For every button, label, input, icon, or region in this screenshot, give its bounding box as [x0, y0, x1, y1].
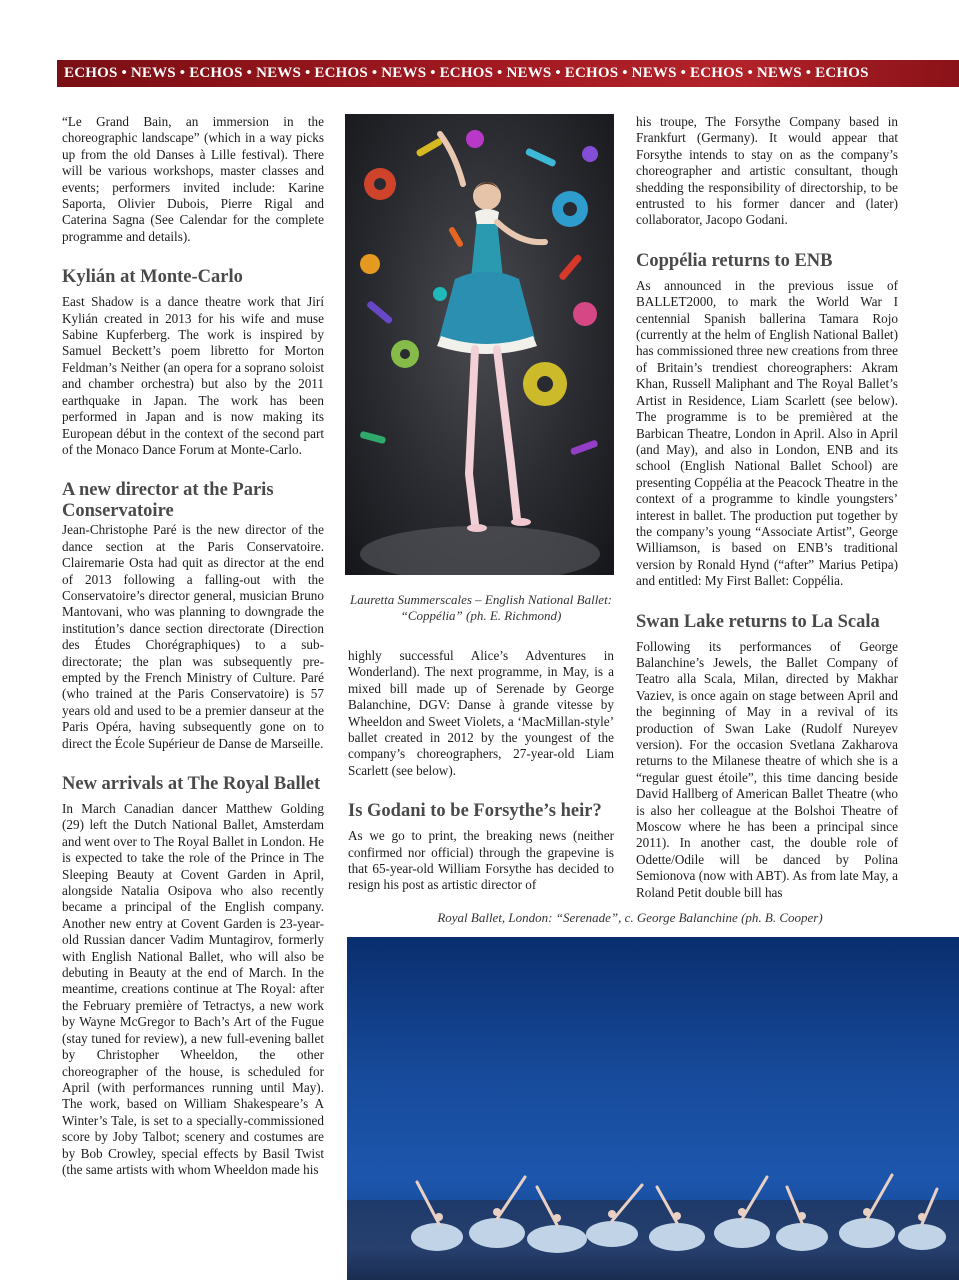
photo-serenade	[347, 937, 959, 1280]
column-middle	[348, 648, 614, 894]
intro-paragraph: “Le Grand Bain, an immersion in the choreographic landscape” (which in a way picks up from the old Danses à Lille festival). There will be various workshops, master classes and events; performers invited include: Karine Saporta, Olivier Dubois, Pierre Rigal and Caterina Sagna (See Calendar for the complete programme and details).	[62, 114, 324, 244]
paragraph-swan-lake: Following its performances of George Balanchine’s Jewels, the Ballet Company of Teatro alla Scala, Milan, directed by Makhar Vaziev, is once again on stage between April and the beginning of May in a revival of its production of Swan Lake (Rudolf Nureyev version). For the occasion Svetlana Zakharova returns to the Milanese theatre of which she is a “regular guest étoile”, this time dancing beside David Hallberg of American Ballet Theatre (who is also her colleague at the Bolshoi Theatre of Moscow where he has been a principal since 2011). In another cast, the double role of Odette/Odile will be danced by Polina Semionova (now with ABT). As from late May, a Roland Petit double bill has	[636, 638, 898, 900]
heading-godani: Is Godani to be Forsythe’s heir?	[348, 801, 602, 822]
heading-paris-conservatoire: A new director at the Paris Conservatoire	[62, 480, 274, 522]
paragraph-royal-ballet-cont: highly successful Alice’s Adventures in Wonderland). The next programme, in May, is a mixed bill made up of Serenade by George Balanchine, DGV: Danse à grande vitesse by Wheeldon and Sweet Violets, a ‘MacMillan-style’ ballet created in 2012 by the youngest of the company’s choreographers, 27-year-old Liam Scarlett (see below).	[348, 648, 614, 778]
section-banner: ECHOS • NEWS • ECHOS • NEWS • ECHOS • NEWS • ECHOS • NEWS • ECHOS • NEWS • ECHOS • NEWS • ECHOS	[57, 60, 959, 87]
paragraph-godani: As we go to print, the breaking news (neither confirmed nor official) through the grapevine is that 65-year-old William Forsythe has decided to resign his post as artistic director of	[348, 828, 614, 893]
paragraph-royal-ballet: In March Canadian dancer Matthew Golding (29) left the Dutch National Ballet, Amsterdam and went over to The Royal Ballet in London. He is expected to take the role of the Prince in The Sleeping Beauty at Covent Garden in April, alongside Natalia Osipova who also recently became a principal of the English company. Another new entry at Covent Garden is 23-year-old Russian dancer Vadim Muntagirov, formerly with English National Ballet, who will also be debuting in Beauty at the end of March. In the meantime, creations continue at The Royal: after the February première of Tetractys, a new work by Wayne McGregor to Bach’s Art of the Fugue (stay tuned for review), a new full-evening ballet by Christopher Wheeldon, the other choreographer of the house, is scheduled for April (with performances running until May). The work, based on William Shakespeare’s A Winter’s Tale, is set to a specially-commissioned score by Joby Talbot; scenery and costumes are by Bob Crowley, special effects by Basil Twist (the same artists with whom Wheeldon made his	[62, 801, 324, 1177]
heading-coppelia-enb: Coppélia returns to ENB	[636, 250, 833, 271]
caption-coppelia-photo: Lauretta Summerscales – English National Ballet: “Coppélia” (ph. E. Richmond)	[349, 592, 613, 623]
paragraph-paris-conservatoire: Jean-Christophe Paré is the new director of the dance section at the Paris Conservatoire. Clairemarie Osta had quit as director at the end of 2013 following a falling-out with the Conservatoire’s director general, musician Bruno Mantovani, who was planning to downgrade the institution’s dance section directorate (Direction des Études Chorégraphiques) to a sub-directorate; the plan was subsequently pre-empted by the French Ministry of Culture. Paré (who trained at the Paris Conservatoire) is 57 years old and used to be a premier danseur at the Paris Opéra, having subsequently gone on to direct the École Supérieur de Danse de Marseille.	[62, 522, 324, 751]
paragraph-coppelia-enb: As announced in the previous issue of BALLET2000, to mark the World War I centennial Spanish ballerina Tamara Rojo (currently at the helm of English National Ballet) has commissioned three new creations from three of Britain’s trendiest choreographers: Akram Khan, Russell Maliphant and The Royal Ballet’s Artist in Residence, Liam Scarlett (see below). The programme is to be premièred at the Barbican Theatre, London in April. Also in April (and May), and also in London, ENB and its school (English National Ballet School) are presenting Coppélia at the Peacock Theatre in the context of a programme to kindle youngsters’ interest in ballet. The production put together by the company’s young “Associate Artist”, George Williamson, is based on ENB’s traditional version by Ronald Hynd (“after” Marius Petipa) and entitled: My First Ballet: Coppélia.	[636, 277, 898, 589]
column-right	[636, 114, 898, 901]
paragraph-kylian: East Shadow is a dance theatre work that Jirí Kylián created in 2013 for his wife and muse Sabine Kupferberg. The work is inspired by Samuel Beckett’s poem libretto for Morton Feldman’s Neither (an opera for a soprano soloist and chamber orchestra) but also by the 2011 earthquake in Japan. The work has been performed in Japan and is now making its European début in the context of the second part of the Monaco Dance Forum at Monte-Carlo.	[62, 294, 324, 457]
caption-serenade-photo: Royal Ballet, London: “Serenade”, c. George Balanchine (ph. B. Cooper)	[437, 910, 823, 925]
paragraph-forsythe: his troupe, The Forsythe Company based in Frankfurt (Germany). It would appear that Forsythe intends to stay on as the company’s choreographer and artistic consultant, though shedding the responsibility of directorship, to be entrusted to his former dancer and (later) collaborator, Jacopo Godani.	[636, 114, 898, 228]
heading-kylian: Kylián at Monte-Carlo	[62, 267, 243, 288]
heading-swan-lake: Swan Lake returns to La Scala	[636, 611, 880, 632]
heading-royal-ballet: New arrivals at The Royal Ballet	[62, 774, 321, 794]
photo-coppelia	[345, 114, 614, 575]
column-left	[62, 114, 324, 1178]
